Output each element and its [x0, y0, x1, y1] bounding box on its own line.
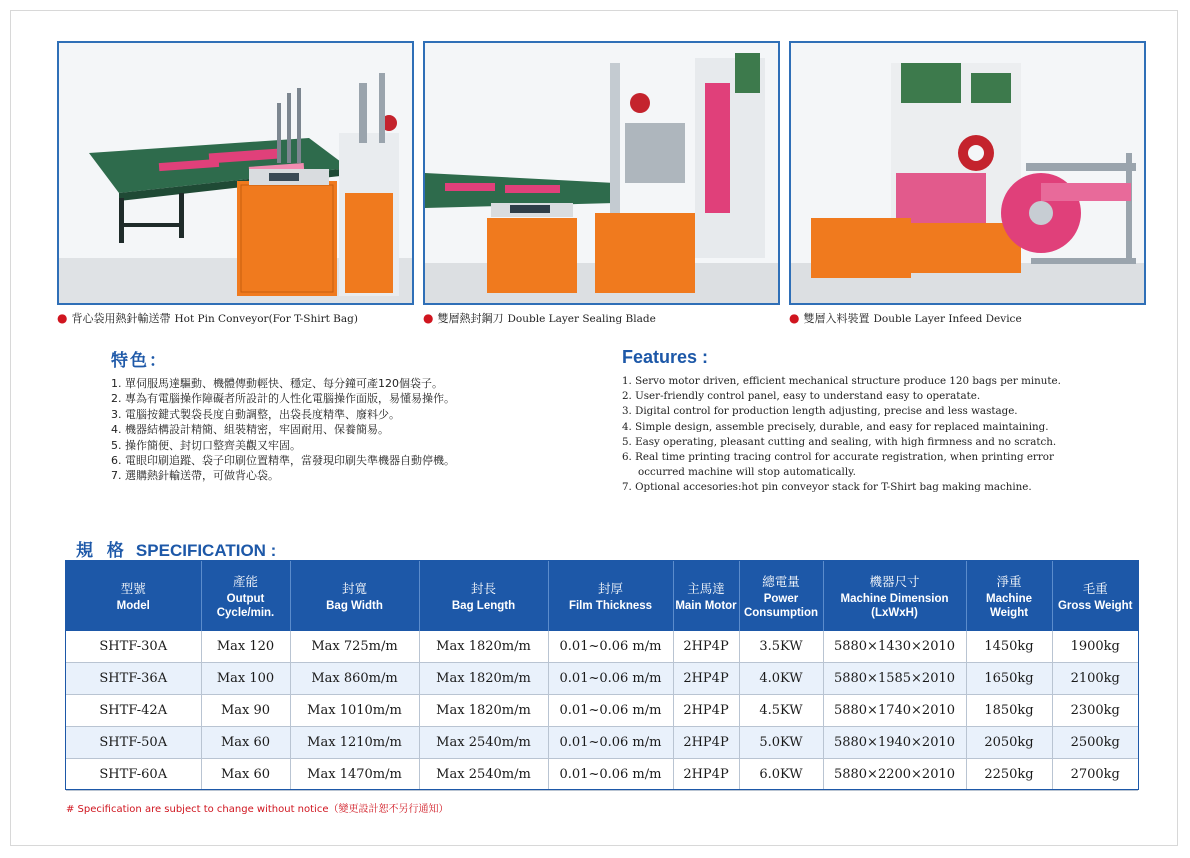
col-header-power: 總電量 Power Consumption [739, 561, 823, 631]
col-header-bag-width: 封寬 Bag Width [290, 561, 419, 631]
caption-en: Hot Pin Conveyor(For T-Shirt Bag) [174, 313, 358, 325]
cell-machine-weight: 1650kg [966, 663, 1052, 695]
col-header-machine-weight: 淨重 Machine Weight [966, 561, 1052, 631]
features-heading-zh: 特色： [111, 351, 168, 371]
feature-item-zh: 6. 電眼印刷追蹤、袋子印刷位置精準，當發現印刷失準機器自動停機。 [111, 454, 455, 468]
cell-power: 4.5KW [739, 695, 823, 727]
photo-hot-pin-conveyor [57, 41, 414, 305]
spec-heading [76, 536, 276, 561]
cell-power: 6.0KW [739, 759, 823, 791]
cell-power: 5.0KW [739, 727, 823, 759]
bullet-icon: ● [423, 311, 434, 325]
cell-dimension: 5880×1585×2010 [823, 663, 966, 695]
caption-en: Double Layer Infeed Device [873, 313, 1022, 325]
cell-machine-weight: 2250kg [966, 759, 1052, 791]
cell-dimension: 5880×2200×2010 [823, 759, 966, 791]
cell-dimension: 5880×1940×2010 [823, 727, 966, 759]
caption-zh: 背心袋用熱針輸送帶 [71, 312, 171, 325]
table-row [66, 663, 1138, 695]
feature-item-en: 2. User-friendly control panel, easy to understand easy to operatate. [622, 390, 981, 403]
col-header-main-motor: 主馬達 Main Motor [673, 561, 739, 631]
caption-en: Double Layer Sealing Blade [507, 313, 656, 325]
table-row [66, 727, 1138, 759]
col-header-bag-length: 封長 Bag Length [419, 561, 548, 631]
cell-output: Max 120 [201, 631, 290, 663]
cell-film-thickness: 0.01~0.06 m/m [548, 759, 673, 791]
cell-output: Max 90 [201, 695, 290, 727]
feature-item-en: 1. Servo motor driven, efficient mechanical structure produce 120 bags per minute. [622, 375, 1061, 387]
cell-gross-weight: 2500kg [1052, 727, 1138, 759]
feature-item-en: 6. Real time printing tracing control for accurate registration, when printing error [622, 451, 1054, 464]
cell-main-motor: 2HP4P [673, 695, 739, 727]
cell-power: 4.0KW [739, 663, 823, 695]
feature-item-zh: 7. 選購熱針輸送帶，可做背心袋。 [111, 469, 279, 483]
cell-model: SHTF-60A [66, 759, 201, 791]
photo-infeed-device [789, 41, 1146, 305]
col-header-gross-weight: 毛重 Gross Weight [1052, 561, 1138, 631]
feature-item-en: 3. Digital control for production length adjusting, precise and less wastage. [622, 405, 1018, 418]
spec-table [66, 561, 1138, 791]
feature-item-en: 4. Simple design, assemble precisely, durable, and easy for replaced maintaining. [622, 420, 1049, 433]
feature-item-zh: 2. 專為有電腦操作障礙者所設計的人性化電腦操作面版，易懂易操作。 [111, 392, 455, 406]
cell-model: SHTF-36A [66, 663, 201, 695]
cell-film-thickness: 0.01~0.06 m/m [548, 727, 673, 759]
caption-sealing-blade [423, 310, 656, 326]
cell-dimension: 5880×1430×2010 [823, 631, 966, 663]
cell-model: SHTF-42A [66, 695, 201, 727]
feature-item-en: 5. Easy operating, pleasant cutting and sealing, with high firmness and no scratch. [622, 435, 1057, 448]
features-heading-en: Features : [622, 347, 709, 367]
feature-item-zh: 3. 電腦按鍵式製袋長度自動調整，出袋長度精準、廢料少。 [111, 407, 400, 421]
cell-machine-weight: 1850kg [966, 695, 1052, 727]
cell-bag-width: Max 1210m/m [290, 727, 419, 759]
cell-bag-width: Max 1010m/m [290, 695, 419, 727]
photo-sealing-blade [423, 41, 780, 305]
cell-machine-weight: 2050kg [966, 727, 1052, 759]
cell-bag-length: Max 1820m/m [419, 695, 548, 727]
cell-bag-length: Max 2540m/m [419, 727, 548, 759]
spec-heading-zh: 規 格 [76, 541, 128, 561]
footnote: # Specification are subject to change without notice（變更設計恕不另行通知） [66, 804, 449, 815]
table-row [66, 759, 1138, 791]
cell-film-thickness: 0.01~0.06 m/m [548, 663, 673, 695]
cell-bag-width: Max 1470m/m [290, 759, 419, 791]
cell-gross-weight: 1900kg [1052, 631, 1138, 663]
col-header-film-thickness: 封厚 Film Thickness [548, 561, 673, 631]
cell-model: SHTF-50A [66, 727, 201, 759]
cell-output: Max 100 [201, 663, 290, 695]
caption-hot-pin-conveyor [57, 310, 358, 326]
bullet-icon: ● [57, 311, 68, 325]
col-header-dimension: 機器尺寸 Machine Dimension (LxWxH) [823, 561, 966, 631]
cell-bag-length: Max 1820m/m [419, 663, 548, 695]
bullet-icon: ● [789, 311, 800, 325]
cell-output: Max 60 [201, 759, 290, 791]
caption-zh: 雙層熱封鋼刀 [437, 312, 504, 325]
table-row [66, 631, 1138, 663]
cell-machine-weight: 1450kg [966, 631, 1052, 663]
cell-film-thickness: 0.01~0.06 m/m [548, 631, 673, 663]
features-list-en [622, 374, 1122, 496]
cell-main-motor: 2HP4P [673, 727, 739, 759]
spec-header-row [66, 561, 1138, 631]
cell-main-motor: 2HP4P [673, 663, 739, 695]
caption-infeed-device [789, 310, 1022, 326]
cell-model: SHTF-30A [66, 631, 201, 663]
cell-bag-width: Max 860m/m [290, 663, 419, 695]
cell-gross-weight: 2700kg [1052, 759, 1138, 791]
cell-main-motor: 2HP4P [673, 759, 739, 791]
caption-zh: 雙層入料裝置 [803, 312, 870, 325]
feature-item-zh: 1. 單伺服馬達驅動、機體傳動輕快、穩定、每分鐘可產120個袋子。 [111, 377, 443, 390]
cell-bag-width: Max 725m/m [290, 631, 419, 663]
cell-power: 3.5KW [739, 631, 823, 663]
cell-output: Max 60 [201, 727, 290, 759]
features-list-zh [111, 376, 455, 484]
feature-item-en-continued: occurred machine will stop automatically. [638, 466, 856, 479]
spec-heading-en: SPECIFICATION : [135, 541, 277, 560]
feature-item-en: 7. Optional accesories:hot pin conveyor stack for T-Shirt bag making machine. [622, 481, 1032, 494]
cell-bag-length: Max 2540m/m [419, 759, 548, 791]
feature-item-zh: 5. 操作簡便、封切口整齊美觀又牢固。 [111, 438, 301, 452]
table-row [66, 695, 1138, 727]
feature-item-zh: 4. 機器結構設計精簡、組裝精密，牢固耐用、保養簡易。 [111, 423, 389, 437]
cell-gross-weight: 2100kg [1052, 663, 1138, 695]
cell-bag-length: Max 1820m/m [419, 631, 548, 663]
cell-main-motor: 2HP4P [673, 631, 739, 663]
col-header-model: 型號 Model [66, 561, 201, 631]
cell-gross-weight: 2300kg [1052, 695, 1138, 727]
cell-dimension: 5880×1740×2010 [823, 695, 966, 727]
cell-film-thickness: 0.01~0.06 m/m [548, 695, 673, 727]
col-header-output: 產能 Output Cycle/min. [201, 561, 290, 631]
